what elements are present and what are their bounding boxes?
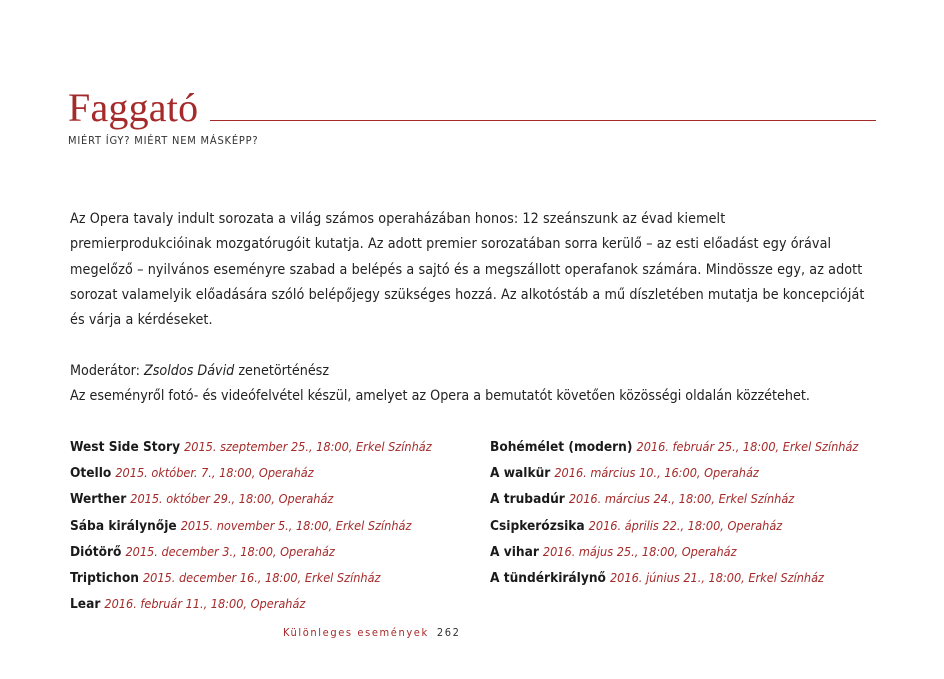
title-row [68,86,876,130]
event-item [70,434,480,460]
event-title: Diótörő [70,543,122,560]
event-detail: 2016. május 25., 18:00, Operaház [542,543,737,559]
event-detail: 2015. december 3., 18:00, Operaház [125,543,335,559]
recording-note: Az eseményről fotó- és videófelvétel készül, amelyet az Opera a bemutatót követően közösségi oldalán közzétehet. [70,388,810,404]
event-detail: 2015. október 29., 18:00, Operaház [130,491,334,507]
event-title: West Side Story [70,439,181,455]
schedule-left-column [70,434,480,617]
event-item [70,565,480,591]
schedule-right-column [490,434,910,591]
event-title: Triptichon [70,570,139,587]
page-subtitle: MIÉRT ÍGY? MIÉRT NEM MÁSKÉPP? [68,134,259,147]
event-detail: 2015. október. 7., 18:00, Operaház [115,465,314,481]
event-detail: 2016. március 10., 16:00, Operaház [554,465,759,481]
event-item [70,486,480,512]
event-detail: 2016. április 22., 18:00, Operaház [588,517,783,533]
event-item [70,539,480,565]
event-item [70,591,480,617]
moderator-line [70,359,870,384]
event-detail: 2016. február 11., 18:00, Operaház [104,596,306,612]
event-detail: 2015. november 5., 18:00, Erkel Színház [180,517,412,533]
moderator-section [70,359,870,409]
page-footer [283,626,461,639]
event-item [490,539,910,565]
event-item [70,513,480,539]
moderator-role: zenetörténész [238,363,330,379]
event-item [490,565,910,591]
event-title: A vihar [490,543,539,560]
event-detail: 2015. szeptember 25., 18:00, Erkel Színház [184,439,432,454]
footer-section-label: Különleges események [283,626,429,639]
event-item [490,513,910,539]
moderator-name: Zsoldos Dávid [144,363,235,379]
moderator-label: Moderátor: [70,363,140,379]
event-detail: 2016. február 25., 18:00, Erkel Színház [636,439,859,454]
title-rule [210,120,876,121]
event-title: Werther [70,491,127,508]
intro-section [70,207,870,333]
event-item [490,460,910,486]
event-title: A walkür [490,465,551,482]
event-detail: 2015. december 16., 18:00, Erkel Színház [142,570,381,586]
page-number: 262 [436,626,461,639]
event-detail: 2016. március 24., 18:00, Erkel Színház [568,491,795,507]
event-item [70,460,480,486]
event-title: Lear [70,596,101,613]
intro-paragraph: Az Opera tavaly indult sorozata a világ számos operaházában honos: 12 szeánszunk az évad kiemelt premierprodukcióinak mozgatórugóit kutatja. Az adott premier sorozatában sorra kerülő – az esti előadást egy órával megelőző – nyilvános eseményre szabad a belépés a sajtó és a megszállott operafanok számára. Mindössze egy, az adott sorozat valamelyik előadására szóló belépőjegy szükséges hozzá. Az alkotóstáb a mű díszletében mutatja be koncepcióját és várja a kérdéseket. [70,211,865,329]
event-title: Bohémélet (modern) [490,439,633,455]
event-title: A trubadúr [490,491,565,508]
event-title: Csipkerózsika [490,517,585,534]
event-item [490,486,910,512]
event-title: Sába királynője [70,517,177,534]
event-detail: 2016. június 21., 18:00, Erkel Színház [609,570,825,586]
event-title: A tündérkirálynő [490,570,606,587]
page-header [68,86,876,147]
event-title: Otello [70,465,112,482]
event-item [490,434,910,460]
page-title: Faggató [68,85,199,130]
